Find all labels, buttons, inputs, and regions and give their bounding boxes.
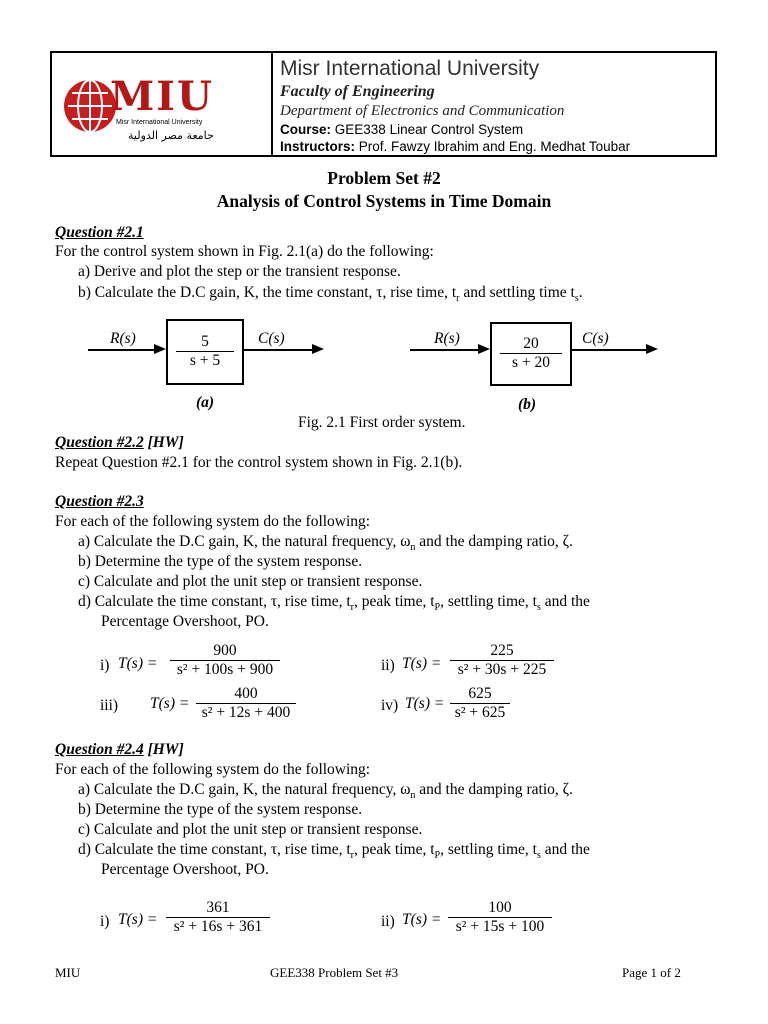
q24-eq-i-den: s² + 16s + 361 [166,917,270,936]
fig21a-num: 5 [201,333,209,350]
q24-item-d [78,841,590,861]
q23-eq-ii-lhs: T(s) = [402,655,442,672]
q23-d-end: and the [540,593,590,610]
instructors-line [280,139,630,154]
q24-item-c: c) Calculate and plot the unit step or transient response. [78,821,423,838]
q23-eq-iii-num: 400 [234,685,258,702]
q23-eq-ii-frac [450,642,554,679]
q23-d-mid2: , settling time, t [440,593,537,610]
q23-eq-i-lhs: T(s) = [118,655,158,672]
q24-eq-i-frac [166,899,270,936]
q24-eq-ii-label: ii) [381,913,395,930]
q23-d-sub-r: r [350,602,355,614]
q21-intro: For the control system shown in Fig. 2.1(a) do the following: [55,243,434,260]
q23-d-sub-p: P [434,602,441,614]
q24-eq-i-label: i) [100,913,110,930]
q23-item-b: b) Determine the type of the system response. [78,553,363,570]
q23-eq-i-num: 900 [213,642,237,659]
fig21a-label: (a) [196,394,215,411]
fig21b-out-line [570,349,646,351]
q24-eq-i-lhs: T(s) = [118,911,158,928]
q24-d-sub-r: r [350,850,355,862]
footer-page-number: Page 1 of 2 [622,965,681,980]
q21-item-b [78,284,583,304]
fig21b-den: s + 20 [500,353,562,372]
q23-d-text: d) Calculate the time constant, τ, rise time, t [78,593,351,610]
fig21b-output: C(s) [582,330,609,347]
fig21b-tf [500,335,562,372]
q24-d-end: and the [540,841,590,858]
course-value: GEE338 Linear Control System [334,122,524,137]
q23-eq-iv-lhs: T(s) = [405,695,445,712]
q23-eq-ii-num: 225 [490,642,514,659]
q23-eq-i-label: i) [100,657,110,674]
q24-d-sub-s: s [536,850,541,862]
faculty-name: Faculty of Engineering [280,83,435,100]
fig21b-num: 20 [523,335,539,352]
q24-d-text: d) Calculate the time constant, τ, rise time, t [78,841,351,858]
q22-heading-text: Question #2.2 [55,434,144,451]
q23-heading [55,493,144,511]
university-name: Misr International University [280,57,540,80]
q23-item-c: c) Calculate and plot the unit step or transient response. [78,573,423,590]
fig21b-block [490,322,572,386]
q23-intro: For each of the following system do the following: [55,513,371,530]
q24-heading-text: Question #2.4 [55,741,144,758]
course-label: Course: [280,122,332,137]
q23-d-sub-s: s [536,602,541,614]
q23-item-d-line2: Percentage Overshoot, PO. [101,613,269,630]
q24-eq-i-num: 361 [206,899,230,916]
q24-a-end: and the damping ratio, ζ. [415,781,573,798]
q23-eq-iv-frac [450,685,510,722]
q23-eq-iv-den: s² + 625 [450,703,510,722]
q24-item-b: b) Determine the type of the system response. [78,801,363,818]
logo-subtitle: Misr International University [116,119,203,126]
q24-a-text: a) Calculate the D.C gain, K, the natural frequency, ω [78,781,411,798]
fig21a-in-line [88,349,154,351]
header-divider [271,53,273,155]
q23-item-a [78,533,573,553]
q24-eq-ii-lhs: T(s) = [402,911,442,928]
q24-eq-ii-frac [448,899,552,936]
fig21b-label: (b) [518,396,537,413]
q23-a-end: and the damping ratio, ζ. [415,533,573,550]
q21-b-text: b) Calculate the D.C gain, K, the time constant, τ, rise time, t [78,284,457,301]
q22-heading [55,434,184,452]
fig21b-in-arrow [478,344,490,354]
logo-wordmark: MIU [110,73,214,120]
q24-d-mid2: , settling time, t [440,841,537,858]
q23-eq-iv-label: iv) [381,697,399,714]
q23-a-sub: n [410,542,416,554]
q21-b-sub-s: s [574,293,579,305]
q23-d-mid: , peak time, t [354,593,435,610]
q21-heading [55,224,144,242]
q24-d-mid: , peak time, t [354,841,435,858]
fig21b-in-line [410,349,478,351]
q24-intro: For each of the following system do the following: [55,761,371,778]
instructors-value: Prof. Fawzy Ibrahim and Eng. Medhat Toubar [358,139,631,154]
q24-a-sub: n [410,790,416,802]
q24-tag: [HW] [143,741,184,758]
fig21a-tf [176,333,234,370]
q24-d-sub-p: P [434,850,441,862]
header-box [50,51,717,157]
q22-text: Repeat Question #2.1 for the control system shown in Fig. 2.1(b). [55,454,463,471]
fig21b-out-arrow [646,344,658,354]
q21-b-text2: and settling time t [459,284,575,301]
q23-eq-i-den: s² + 100s + 900 [170,660,280,679]
footer-left: MIU [55,965,81,980]
q23-eq-ii-den: s² + 30s + 225 [450,660,554,679]
fig21a-den: s + 5 [176,351,234,370]
q23-eq-ii-label: ii) [381,657,395,674]
fig21a-input: R(s) [110,330,136,347]
q23-a-text: a) Calculate the D.C gain, K, the natural frequency, ω [78,533,411,550]
fig21a-in-arrow [154,344,166,354]
fig21a-block [166,319,244,385]
problem-set-title: Problem Set #2 [327,168,441,188]
q23-eq-iii-label: iii) [100,697,119,714]
q23-eq-iii-frac [196,685,296,722]
q21-item-a: a) Derive and plot the step or the transient response. [78,263,401,280]
q21-b-end: . [578,284,583,301]
logo-arabic: جامعة مصر الدولية [128,129,214,142]
footer-center: GEE338 Problem Set #3 [270,965,399,980]
q24-heading [55,741,184,759]
fig21a-output: C(s) [258,330,285,347]
q23-item-d [78,593,590,613]
q21-heading-text: Question #2.1 [55,224,144,241]
q22-tag: [HW] [143,434,184,451]
q23-eq-i-frac [170,642,280,679]
q24-eq-ii-num: 100 [488,899,512,916]
fig21b-input: R(s) [434,330,460,347]
university-logo [60,61,260,151]
fig21-caption: Fig. 2.1 First order system. [298,414,466,431]
q23-eq-iii-lhs: T(s) = [150,695,190,712]
department-name: Department of Electronics and Communication [280,103,565,119]
q23-heading-text: Question #2.3 [55,493,144,510]
q24-eq-ii-den: s² + 15s + 100 [448,917,552,936]
q23-eq-iii-den: s² + 12s + 400 [196,703,296,722]
fig21a-out-arrow [312,344,324,354]
q21-b-sub-r: r [456,293,460,305]
problem-set-subtitle: Analysis of Control Systems in Time Domain [216,191,552,211]
q24-item-d-line2: Percentage Overshoot, PO. [101,861,269,878]
fig21a-out-line [242,349,312,351]
q24-item-a [78,781,573,801]
instructors-label: Instructors: [280,139,356,154]
q23-eq-iv-num: 625 [468,685,492,702]
course-line [280,122,523,137]
